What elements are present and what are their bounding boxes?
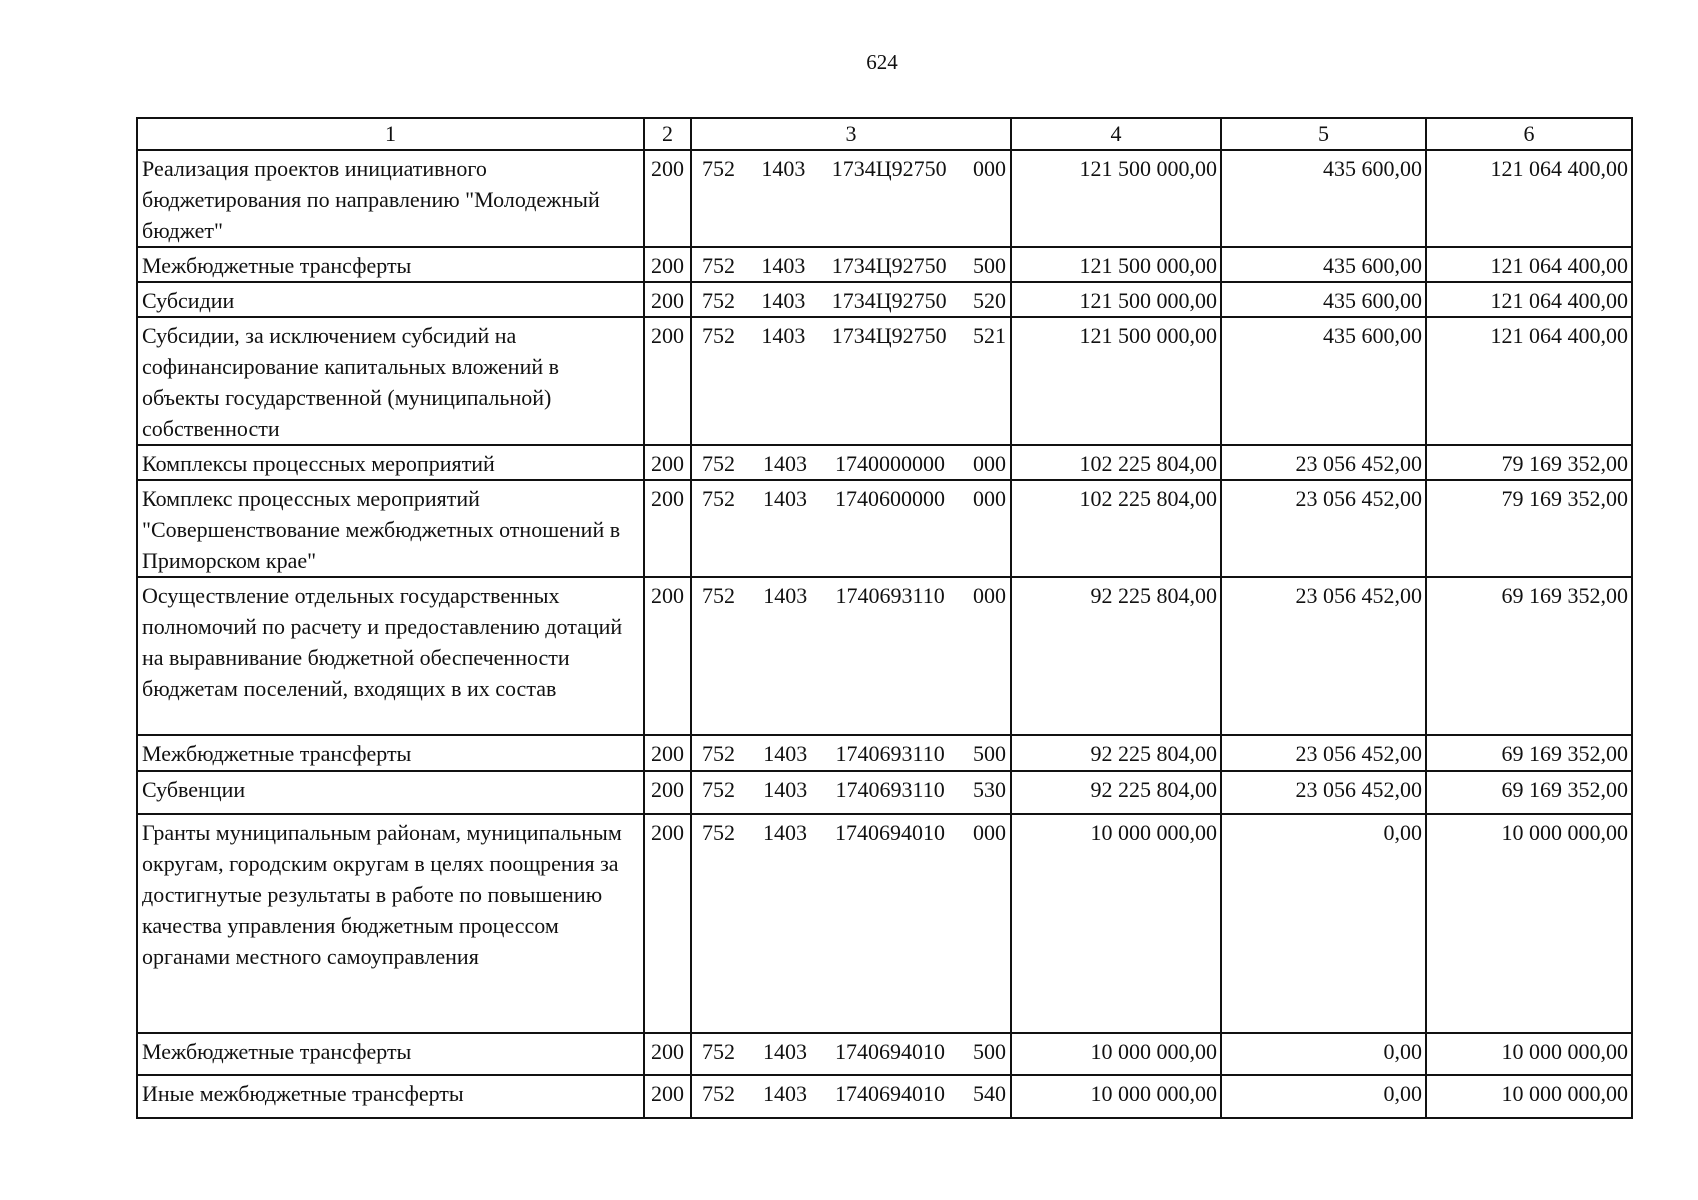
budget-table [136, 117, 1633, 1119]
row-col5: 23 056 452,00 [1221, 480, 1426, 577]
row-col6: 69 169 352,00 [1426, 577, 1632, 735]
row-col5: 0,00 [1221, 1075, 1426, 1118]
row-code-rz: 1403 [763, 741, 808, 766]
row-code-vr: 530 [972, 777, 1006, 802]
row-code-gr: 752 [702, 156, 735, 181]
row-code-vr: 000 [972, 583, 1006, 608]
row-code-rz: 1403 [763, 451, 807, 476]
row-name: Осуществление отдельных государственных полномочий по расчету и предоставлению дотаций на выравнивание бюджетной обеспеченности бюджетам поселений, входящих в их состав [137, 577, 644, 735]
row-name: Иные межбюджетные трансферты [137, 1075, 644, 1118]
row-code-gr: 752 [702, 777, 735, 802]
column-header-6: 6 [1426, 118, 1632, 150]
page-number: 624 [866, 50, 898, 74]
row-code-gr: 752 [702, 741, 735, 766]
row-code-vr: 000 [973, 451, 1006, 476]
row-code-cs: 1740693110 [835, 583, 945, 608]
row-code-gr: 752 [702, 253, 735, 278]
table-row [137, 771, 1632, 814]
row-code [691, 735, 1011, 771]
row-col6: 79 169 352,00 [1426, 445, 1632, 480]
row-code [691, 1033, 1011, 1075]
row-code-rz: 1403 [763, 777, 808, 802]
row-code-cs: 1734Ц92750 [831, 253, 947, 278]
row-code-vr: 500 [972, 253, 1006, 278]
row-col4: 121 500 000,00 [1011, 282, 1221, 317]
row-code-rz: 1403 [761, 156, 806, 181]
row-code-rz: 1403 [763, 820, 807, 845]
row-col5: 23 056 452,00 [1221, 735, 1426, 771]
row-col2: 200 [644, 577, 691, 735]
row-col6: 121 064 400,00 [1426, 317, 1632, 445]
column-header-2: 2 [644, 118, 691, 150]
row-col2: 200 [644, 445, 691, 480]
column-header-5: 5 [1221, 118, 1426, 150]
row-col4: 121 500 000,00 [1011, 317, 1221, 445]
row-code-rz: 1403 [763, 486, 807, 511]
row-code [691, 771, 1011, 814]
row-code-gr: 752 [702, 1039, 735, 1064]
row-code-gr: 752 [702, 288, 735, 313]
row-col2: 200 [644, 1075, 691, 1118]
row-code-gr: 752 [702, 486, 735, 511]
row-col6: 69 169 352,00 [1426, 735, 1632, 771]
row-col4: 102 225 804,00 [1011, 445, 1221, 480]
table-row [137, 1075, 1632, 1118]
row-code-cs: 1740694010 [835, 1039, 945, 1064]
row-col2: 200 [644, 771, 691, 814]
row-col2: 200 [644, 282, 691, 317]
row-code-gr: 752 [702, 1081, 735, 1106]
row-code [691, 1075, 1011, 1118]
row-col4: 10 000 000,00 [1011, 814, 1221, 1033]
row-col5: 23 056 452,00 [1221, 577, 1426, 735]
row-col5: 435 600,00 [1221, 247, 1426, 282]
row-col4: 10 000 000,00 [1011, 1033, 1221, 1075]
row-code-cs: 1740694010 [835, 820, 945, 845]
row-col6: 10 000 000,00 [1426, 1033, 1632, 1075]
table-row [137, 282, 1632, 317]
row-col5: 435 600,00 [1221, 317, 1426, 445]
column-header-4: 4 [1011, 118, 1221, 150]
table-row [137, 317, 1632, 445]
row-name: Комплекс процессных мероприятий "Совершенствование межбюджетных отношений в Приморском крае" [137, 480, 644, 577]
row-col2: 200 [644, 735, 691, 771]
row-name: Комплексы процессных мероприятий [137, 445, 644, 480]
row-col6: 121 064 400,00 [1426, 282, 1632, 317]
table-header-row [137, 118, 1632, 150]
row-code-vr: 000 [973, 820, 1006, 845]
row-col6: 121 064 400,00 [1426, 247, 1632, 282]
row-name: Межбюджетные трансферты [137, 247, 644, 282]
row-code-vr: 521 [972, 323, 1006, 348]
row-col4: 92 225 804,00 [1011, 771, 1221, 814]
row-col6: 69 169 352,00 [1426, 771, 1632, 814]
row-code-gr: 752 [702, 583, 735, 608]
table-row [137, 735, 1632, 771]
row-col2: 200 [644, 317, 691, 445]
row-code-gr: 752 [702, 323, 735, 348]
row-col6: 10 000 000,00 [1426, 814, 1632, 1033]
row-name: Субсидии [137, 282, 644, 317]
table-row [137, 480, 1632, 577]
table-row [137, 445, 1632, 480]
row-col2: 200 [644, 480, 691, 577]
table-row [137, 150, 1632, 247]
row-code-cs: 1740694010 [835, 1081, 945, 1106]
row-code-cs: 1734Ц92750 [831, 156, 947, 181]
row-code-gr: 752 [702, 451, 735, 476]
row-name: Гранты муниципальным районам, муниципальным округам, городским округам в целях поощрения за достигнутые результаты в работе по повышению качества управления бюджетным процессом органами местного самоуправления [137, 814, 644, 1033]
row-col2: 200 [644, 150, 691, 247]
row-code-vr: 500 [972, 741, 1006, 766]
row-col4: 121 500 000,00 [1011, 150, 1221, 247]
row-name: Межбюджетные трансферты [137, 1033, 644, 1075]
row-code [691, 247, 1011, 282]
column-header-1: 1 [137, 118, 644, 150]
row-code-cs: 1734Ц92750 [831, 323, 947, 348]
row-col5: 23 056 452,00 [1221, 445, 1426, 480]
row-code [691, 814, 1011, 1033]
table-row [137, 1033, 1632, 1075]
row-code [691, 445, 1011, 480]
row-name: Межбюджетные трансферты [137, 735, 644, 771]
row-code-cs: 1740693110 [835, 777, 945, 802]
row-code-vr: 520 [972, 288, 1006, 313]
table-row [137, 814, 1632, 1033]
row-code-rz: 1403 [763, 1081, 807, 1106]
row-code-vr: 000 [973, 486, 1006, 511]
row-code [691, 577, 1011, 735]
row-col5: 0,00 [1221, 814, 1426, 1033]
row-col5: 23 056 452,00 [1221, 771, 1426, 814]
row-code-rz: 1403 [761, 253, 806, 278]
row-name: Субвенции [137, 771, 644, 814]
row-col2: 200 [644, 814, 691, 1033]
column-header-3: 3 [691, 118, 1011, 150]
row-col4: 10 000 000,00 [1011, 1075, 1221, 1118]
row-code-vr: 500 [973, 1039, 1006, 1064]
row-code [691, 317, 1011, 445]
row-code-rz: 1403 [761, 323, 806, 348]
row-code [691, 480, 1011, 577]
row-name: Субсидии, за исключением субсидий на софинансирование капитальных вложений в объекты государственной (муниципальной) собственности [137, 317, 644, 445]
row-col4: 121 500 000,00 [1011, 247, 1221, 282]
row-code-cs: 1740693110 [835, 741, 945, 766]
row-col4: 102 225 804,00 [1011, 480, 1221, 577]
table-row [137, 577, 1632, 735]
row-code-vr: 540 [973, 1081, 1006, 1106]
row-code-cs: 1740600000 [835, 486, 945, 511]
row-code-gr: 752 [702, 820, 735, 845]
row-code [691, 150, 1011, 247]
row-col5: 435 600,00 [1221, 282, 1426, 317]
row-code-rz: 1403 [763, 583, 808, 608]
table-row [137, 247, 1632, 282]
row-col6: 79 169 352,00 [1426, 480, 1632, 577]
row-col6: 121 064 400,00 [1426, 150, 1632, 247]
row-col4: 92 225 804,00 [1011, 577, 1221, 735]
row-col5: 0,00 [1221, 1033, 1426, 1075]
row-code-vr: 000 [972, 156, 1006, 181]
row-col6: 10 000 000,00 [1426, 1075, 1632, 1118]
row-col2: 200 [644, 247, 691, 282]
row-col4: 92 225 804,00 [1011, 735, 1221, 771]
row-code-rz: 1403 [763, 1039, 807, 1064]
row-name: Реализация проектов инициативного бюджетирования по направлению "Молодежный бюджет" [137, 150, 644, 247]
row-code-cs: 1740000000 [835, 451, 945, 476]
row-col5: 435 600,00 [1221, 150, 1426, 247]
row-code-rz: 1403 [761, 288, 806, 313]
row-code-cs: 1734Ц92750 [831, 288, 947, 313]
row-col2: 200 [644, 1033, 691, 1075]
row-code [691, 282, 1011, 317]
